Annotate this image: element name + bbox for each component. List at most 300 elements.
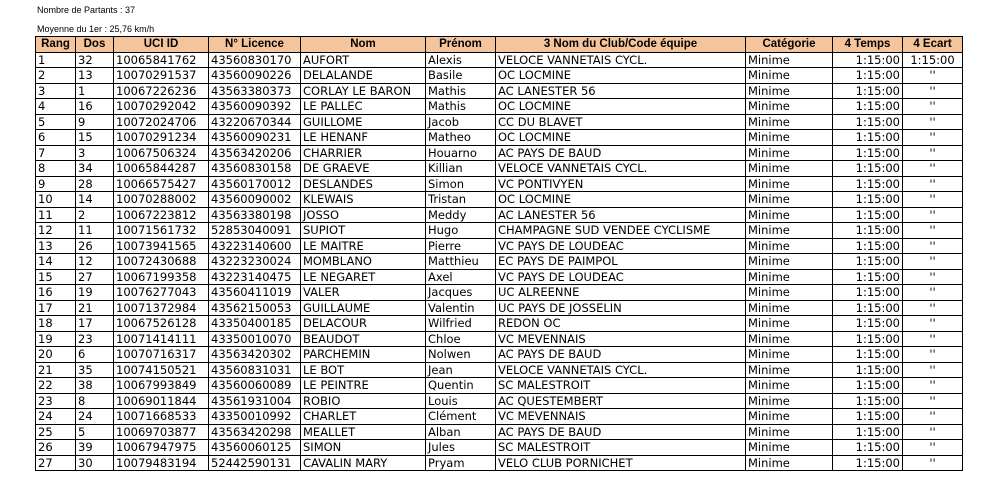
cell-prenom: Houarno: [426, 145, 496, 161]
cell-categorie: Minime: [746, 114, 833, 130]
cell-ecart: '': [903, 192, 963, 208]
cell-temps: 1:15:00: [833, 455, 903, 470]
cell-uci-id: 10072024706: [114, 114, 209, 130]
cell-categorie: Minime: [746, 99, 833, 115]
table-row[interactable]: [36, 409, 963, 425]
cell-nom: CHARLET: [301, 409, 426, 425]
cell-prenom: Louis: [426, 393, 496, 409]
cell-dos: 1: [76, 83, 114, 99]
cell-club: CC DU BLAVET: [496, 114, 746, 130]
table-row[interactable]: [36, 161, 963, 177]
cell-temps: 1:15:00: [833, 285, 903, 301]
table-row[interactable]: [36, 99, 963, 115]
cell-uci-id: 10067947975: [114, 440, 209, 456]
table-row[interactable]: [36, 378, 963, 394]
cell-ecart: '': [903, 207, 963, 223]
cell-ecart: '': [903, 99, 963, 115]
col-header-dos[interactable]: Dos: [76, 37, 114, 53]
cell-dos: 5: [76, 424, 114, 440]
cell-categorie: Minime: [746, 440, 833, 456]
cell-temps: 1:15:00: [833, 316, 903, 332]
cell-dos: 12: [76, 254, 114, 270]
cell-dos: 14: [76, 192, 114, 208]
cell-rang: 25: [36, 424, 76, 440]
cell-licence: 43560411019: [209, 285, 301, 301]
cell-nom: LE PEINTRE: [301, 378, 426, 394]
cell-categorie: Minime: [746, 238, 833, 254]
cell-club: CHAMPAGNE SUD VENDEE CYCLISME: [496, 223, 746, 239]
table-row[interactable]: [36, 130, 963, 146]
col-header-licence[interactable]: N° Licence: [209, 37, 301, 53]
cell-dos: 28: [76, 176, 114, 192]
cell-uci-id: 10070291537: [114, 68, 209, 84]
cell-licence: 43563420298: [209, 424, 301, 440]
cell-nom: DESLANDES: [301, 176, 426, 192]
cell-nom: LE NEGARET: [301, 269, 426, 285]
cell-club: VELO CLUB PORNICHET: [496, 455, 746, 470]
cell-ecart: '': [903, 161, 963, 177]
table-row[interactable]: [36, 300, 963, 316]
cell-categorie: Minime: [746, 331, 833, 347]
cell-ecart: '': [903, 254, 963, 270]
cell-categorie: Minime: [746, 269, 833, 285]
table-row[interactable]: [36, 207, 963, 223]
cell-ecart: '': [903, 424, 963, 440]
cell-prenom: Chloe: [426, 331, 496, 347]
cell-rang: 12: [36, 223, 76, 239]
cell-nom: JOSSO: [301, 207, 426, 223]
cell-categorie: Minime: [746, 68, 833, 84]
col-header-prenom[interactable]: Prénom: [426, 37, 496, 53]
cell-prenom: Jacques: [426, 285, 496, 301]
table-row[interactable]: [36, 52, 963, 68]
cell-uci-id: 10067199358: [114, 269, 209, 285]
cell-rang: 14: [36, 254, 76, 270]
cell-ecart: '': [903, 68, 963, 84]
cell-prenom: Jean: [426, 362, 496, 378]
cell-temps: 1:15:00: [833, 393, 903, 409]
cell-prenom: Simon: [426, 176, 496, 192]
cell-club: UC ALREENNE: [496, 285, 746, 301]
cell-uci-id: 10067226236: [114, 83, 209, 99]
cell-nom: AUFORT: [301, 52, 426, 68]
cell-club: UC PAYS DE JOSSELIN: [496, 300, 746, 316]
table-row[interactable]: [36, 285, 963, 301]
cell-categorie: Minime: [746, 83, 833, 99]
table-row[interactable]: [36, 269, 963, 285]
cell-dos: 34: [76, 161, 114, 177]
cell-ecart: '': [903, 83, 963, 99]
cell-prenom: Mathis: [426, 83, 496, 99]
cell-dos: 19: [76, 285, 114, 301]
cell-temps: 1:15:00: [833, 269, 903, 285]
cell-uci-id: 10065841762: [114, 52, 209, 68]
cell-dos: 39: [76, 440, 114, 456]
cell-rang: 7: [36, 145, 76, 161]
table-row[interactable]: [36, 223, 963, 239]
cell-prenom: Wilfried: [426, 316, 496, 332]
cell-club: OC LOCMINE: [496, 68, 746, 84]
cell-licence: 43560830158: [209, 161, 301, 177]
cell-ecart: '': [903, 362, 963, 378]
table-row[interactable]: [36, 331, 963, 347]
cell-rang: 2: [36, 68, 76, 84]
cell-categorie: Minime: [746, 145, 833, 161]
cell-prenom: Alexis: [426, 52, 496, 68]
cell-temps: 1:15:00: [833, 424, 903, 440]
col-header-ecart[interactable]: 4 Ecart: [903, 37, 963, 53]
cell-categorie: Minime: [746, 378, 833, 394]
table-row[interactable]: [36, 440, 963, 456]
cell-club: SC MALESTROIT: [496, 440, 746, 456]
cell-prenom: Alban: [426, 424, 496, 440]
cell-uci-id: 10072430688: [114, 254, 209, 270]
cell-licence: 43350010992: [209, 409, 301, 425]
cell-licence: 43562150053: [209, 300, 301, 316]
cell-rang: 3: [36, 83, 76, 99]
cell-club: VC MEVENNAIS: [496, 409, 746, 425]
cell-nom: LE PALLEC: [301, 99, 426, 115]
cell-dos: 3: [76, 145, 114, 161]
header-row: [36, 37, 963, 53]
cell-prenom: Basile: [426, 68, 496, 84]
cell-nom: LE MAITRE: [301, 238, 426, 254]
cell-licence: 43560060125: [209, 440, 301, 456]
table-row[interactable]: [36, 83, 963, 99]
cell-prenom: Nolwen: [426, 347, 496, 363]
cell-dos: 27: [76, 269, 114, 285]
cell-rang: 22: [36, 378, 76, 394]
cell-licence: 43223230024: [209, 254, 301, 270]
cell-nom: SIMON: [301, 440, 426, 456]
cell-dos: 17: [76, 316, 114, 332]
cell-club: VELOCE VANNETAIS CYCL.: [496, 52, 746, 68]
cell-uci-id: 10067506324: [114, 145, 209, 161]
cell-ecart: '': [903, 378, 963, 394]
cell-categorie: Minime: [746, 424, 833, 440]
cell-temps: 1:15:00: [833, 440, 903, 456]
cell-dos: 13: [76, 68, 114, 84]
cell-dos: 26: [76, 238, 114, 254]
cell-categorie: Minime: [746, 393, 833, 409]
cell-rang: 11: [36, 207, 76, 223]
cell-nom: CORLAY LE BARON: [301, 83, 426, 99]
cell-nom: KLEWAIS: [301, 192, 426, 208]
cell-ecart: '': [903, 145, 963, 161]
col-header-rang[interactable]: Rang: [36, 37, 76, 53]
cell-ecart: '': [903, 409, 963, 425]
table-row[interactable]: [36, 192, 963, 208]
cell-dos: 35: [76, 362, 114, 378]
cell-categorie: Minime: [746, 455, 833, 470]
cell-categorie: Minime: [746, 207, 833, 223]
cell-uci-id: 10076277043: [114, 285, 209, 301]
cell-club: VELOCE VANNETAIS CYCL.: [496, 161, 746, 177]
cell-club: AC LANESTER 56: [496, 207, 746, 223]
cell-uci-id: 10071372984: [114, 300, 209, 316]
cell-club: OC LOCMINE: [496, 192, 746, 208]
cell-ecart: '': [903, 285, 963, 301]
cell-temps: 1:15:00: [833, 145, 903, 161]
cell-licence: 43223140475: [209, 269, 301, 285]
cell-prenom: Clément: [426, 409, 496, 425]
table-row[interactable]: [36, 362, 963, 378]
cell-rang: 27: [36, 455, 76, 470]
cell-rang: 19: [36, 331, 76, 347]
cell-uci-id: 10073941565: [114, 238, 209, 254]
cell-prenom: Killian: [426, 161, 496, 177]
cell-prenom: Valentin: [426, 300, 496, 316]
cell-rang: 13: [36, 238, 76, 254]
cell-uci-id: 10069011844: [114, 393, 209, 409]
cell-licence: 43563420302: [209, 347, 301, 363]
cell-temps: 1:15:00: [833, 52, 903, 68]
cell-rang: 9: [36, 176, 76, 192]
cell-licence: 52853040091: [209, 223, 301, 239]
cell-rang: 8: [36, 161, 76, 177]
cell-ecart: '': [903, 300, 963, 316]
cell-uci-id: 10070292042: [114, 99, 209, 115]
cell-dos: 16: [76, 99, 114, 115]
table-row[interactable]: [36, 254, 963, 270]
cell-prenom: Matthieu: [426, 254, 496, 270]
cell-categorie: Minime: [746, 300, 833, 316]
cell-club: AC QUESTEMBERT: [496, 393, 746, 409]
cell-club: VC MEVENNAIS: [496, 331, 746, 347]
cell-nom: DELALANDE: [301, 68, 426, 84]
cell-dos: 9: [76, 114, 114, 130]
table-row[interactable]: [36, 114, 963, 130]
cell-uci-id: 10079483194: [114, 455, 209, 470]
cell-nom: BEAUDOT: [301, 331, 426, 347]
cell-temps: 1:15:00: [833, 223, 903, 239]
cell-nom: SUPIOT: [301, 223, 426, 239]
cell-nom: VALER: [301, 285, 426, 301]
cell-licence: 43560060089: [209, 378, 301, 394]
cell-rang: 21: [36, 362, 76, 378]
cell-nom: GUILLAUME: [301, 300, 426, 316]
cell-nom: CHARRIER: [301, 145, 426, 161]
cell-dos: 38: [76, 378, 114, 394]
cell-licence: 43350400185: [209, 316, 301, 332]
cell-prenom: Jacob: [426, 114, 496, 130]
cell-uci-id: 10071414111: [114, 331, 209, 347]
table-row[interactable]: [36, 176, 963, 192]
cell-categorie: Minime: [746, 223, 833, 239]
cell-nom: LE HENANF: [301, 130, 426, 146]
col-header-club[interactable]: 3 Nom du Club/Code équipe: [496, 37, 746, 53]
cell-club: VC PONTIVYEN: [496, 176, 746, 192]
cell-licence: 43563420206: [209, 145, 301, 161]
cell-temps: 1:15:00: [833, 192, 903, 208]
cell-nom: DELACOUR: [301, 316, 426, 332]
cell-ecart: '': [903, 440, 963, 456]
cell-rang: 20: [36, 347, 76, 363]
cell-uci-id: 10070288002: [114, 192, 209, 208]
cell-temps: 1:15:00: [833, 238, 903, 254]
cell-nom: LE BOT: [301, 362, 426, 378]
table-row[interactable]: [36, 145, 963, 161]
cell-ecart: '': [903, 223, 963, 239]
cell-uci-id: 10067223812: [114, 207, 209, 223]
cell-rang: 23: [36, 393, 76, 409]
cell-temps: 1:15:00: [833, 114, 903, 130]
cell-club: AC PAYS DE BAUD: [496, 145, 746, 161]
cell-nom: GUILLOME: [301, 114, 426, 130]
cell-nom: ROBIO: [301, 393, 426, 409]
cell-licence: 43560090226: [209, 68, 301, 84]
cell-rang: 6: [36, 130, 76, 146]
cell-prenom: Pryam: [426, 455, 496, 470]
cell-uci-id: 10071561732: [114, 223, 209, 239]
cell-categorie: Minime: [746, 254, 833, 270]
cell-rang: 24: [36, 409, 76, 425]
cell-ecart: '': [903, 269, 963, 285]
cell-licence: 43220670344: [209, 114, 301, 130]
cell-rang: 5: [36, 114, 76, 130]
cell-rang: 17: [36, 300, 76, 316]
cell-dos: 21: [76, 300, 114, 316]
cell-ecart: '': [903, 130, 963, 146]
cell-club: AC PAYS DE BAUD: [496, 347, 746, 363]
cell-rang: 18: [36, 316, 76, 332]
cell-categorie: Minime: [746, 52, 833, 68]
cell-club: EC PAYS DE PAIMPOL: [496, 254, 746, 270]
table-row[interactable]: [36, 347, 963, 363]
cell-temps: 1:15:00: [833, 362, 903, 378]
cell-ecart: '': [903, 331, 963, 347]
cell-rang: 1: [36, 52, 76, 68]
cell-licence: 52442590131: [209, 455, 301, 470]
cell-prenom: Quentin: [426, 378, 496, 394]
cell-temps: 1:15:00: [833, 68, 903, 84]
cell-licence: 43563380373: [209, 83, 301, 99]
cell-licence: 43561931004: [209, 393, 301, 409]
cell-temps: 1:15:00: [833, 378, 903, 394]
cell-prenom: Mathis: [426, 99, 496, 115]
cell-licence: 43350010070: [209, 331, 301, 347]
cell-licence: 43563380198: [209, 207, 301, 223]
table-row[interactable]: [36, 455, 963, 470]
table-row[interactable]: [36, 393, 963, 409]
cell-nom: DE GRAEVE: [301, 161, 426, 177]
cell-temps: 1:15:00: [833, 161, 903, 177]
cell-temps: 1:15:00: [833, 347, 903, 363]
cell-club: VC PAYS DE LOUDEAC: [496, 238, 746, 254]
cell-ecart: '': [903, 347, 963, 363]
cell-categorie: Minime: [746, 362, 833, 378]
table-row[interactable]: [36, 68, 963, 84]
cell-dos: 2: [76, 207, 114, 223]
cell-ecart: '': [903, 393, 963, 409]
cell-rang: 16: [36, 285, 76, 301]
cell-temps: 1:15:00: [833, 300, 903, 316]
cell-categorie: Minime: [746, 161, 833, 177]
cell-prenom: Hugo: [426, 223, 496, 239]
results-table: [35, 36, 963, 471]
cell-dos: 30: [76, 455, 114, 470]
col-header-temps[interactable]: 4 Temps: [833, 37, 903, 53]
cell-prenom: Matheo: [426, 130, 496, 146]
cell-club: OC LOCMINE: [496, 130, 746, 146]
cell-prenom: Tristan: [426, 192, 496, 208]
cell-licence: 43223140600: [209, 238, 301, 254]
cell-ecart: '': [903, 176, 963, 192]
cell-rang: 10: [36, 192, 76, 208]
cell-licence: 43560090002: [209, 192, 301, 208]
cell-temps: 1:15:00: [833, 176, 903, 192]
average-speed: Moyenne du 1er : 25,76 km/h: [37, 24, 155, 34]
cell-nom: PARCHEMIN: [301, 347, 426, 363]
cell-club: VELOCE VANNETAIS CYCL.: [496, 362, 746, 378]
cell-temps: 1:15:00: [833, 409, 903, 425]
col-header-nom[interactable]: Nom: [301, 37, 426, 53]
cell-categorie: Minime: [746, 176, 833, 192]
cell-licence: 43560170012: [209, 176, 301, 192]
cell-dos: 23: [76, 331, 114, 347]
cell-categorie: Minime: [746, 285, 833, 301]
cell-rang: 4: [36, 99, 76, 115]
cell-categorie: Minime: [746, 347, 833, 363]
cell-club: VC PAYS DE LOUDEAC: [496, 269, 746, 285]
cell-uci-id: 10067526128: [114, 316, 209, 332]
cell-club: SC MALESTROIT: [496, 378, 746, 394]
cell-prenom: Jules: [426, 440, 496, 456]
cell-uci-id: 10070716317: [114, 347, 209, 363]
cell-categorie: Minime: [746, 316, 833, 332]
cell-temps: 1:15:00: [833, 130, 903, 146]
cell-temps: 1:15:00: [833, 99, 903, 115]
table-row[interactable]: [36, 316, 963, 332]
cell-licence: 43560090231: [209, 130, 301, 146]
cell-categorie: Minime: [746, 409, 833, 425]
cell-temps: 1:15:00: [833, 83, 903, 99]
cell-uci-id: 10074150521: [114, 362, 209, 378]
cell-uci-id: 10066575427: [114, 176, 209, 192]
cell-temps: 1:15:00: [833, 254, 903, 270]
cell-dos: 15: [76, 130, 114, 146]
cell-licence: 43560090392: [209, 99, 301, 115]
cell-dos: 32: [76, 52, 114, 68]
cell-uci-id: 10065844287: [114, 161, 209, 177]
cell-club: AC PAYS DE BAUD: [496, 424, 746, 440]
cell-ecart: '': [903, 114, 963, 130]
cell-prenom: Pierre: [426, 238, 496, 254]
cell-temps: 1:15:00: [833, 331, 903, 347]
table-row[interactable]: [36, 424, 963, 440]
cell-nom: MEALLET: [301, 424, 426, 440]
cell-dos: 24: [76, 409, 114, 425]
table-row[interactable]: [36, 238, 963, 254]
col-header-uci-id[interactable]: UCI ID: [114, 37, 209, 53]
cell-rang: 26: [36, 440, 76, 456]
cell-uci-id: 10069703877: [114, 424, 209, 440]
cell-dos: 8: [76, 393, 114, 409]
cell-club: AC LANESTER 56: [496, 83, 746, 99]
cell-licence: 43560830170: [209, 52, 301, 68]
cell-ecart: '': [903, 238, 963, 254]
col-header-categorie[interactable]: Catégorie: [746, 37, 833, 53]
cell-prenom: Meddy: [426, 207, 496, 223]
cell-club: REDON OC: [496, 316, 746, 332]
cell-licence: 43560831031: [209, 362, 301, 378]
cell-uci-id: 10067993849: [114, 378, 209, 394]
cell-dos: 11: [76, 223, 114, 239]
cell-nom: MOMBLANO: [301, 254, 426, 270]
cell-rang: 15: [36, 269, 76, 285]
cell-ecart: '': [903, 316, 963, 332]
cell-nom: CAVALIN MARY: [301, 455, 426, 470]
